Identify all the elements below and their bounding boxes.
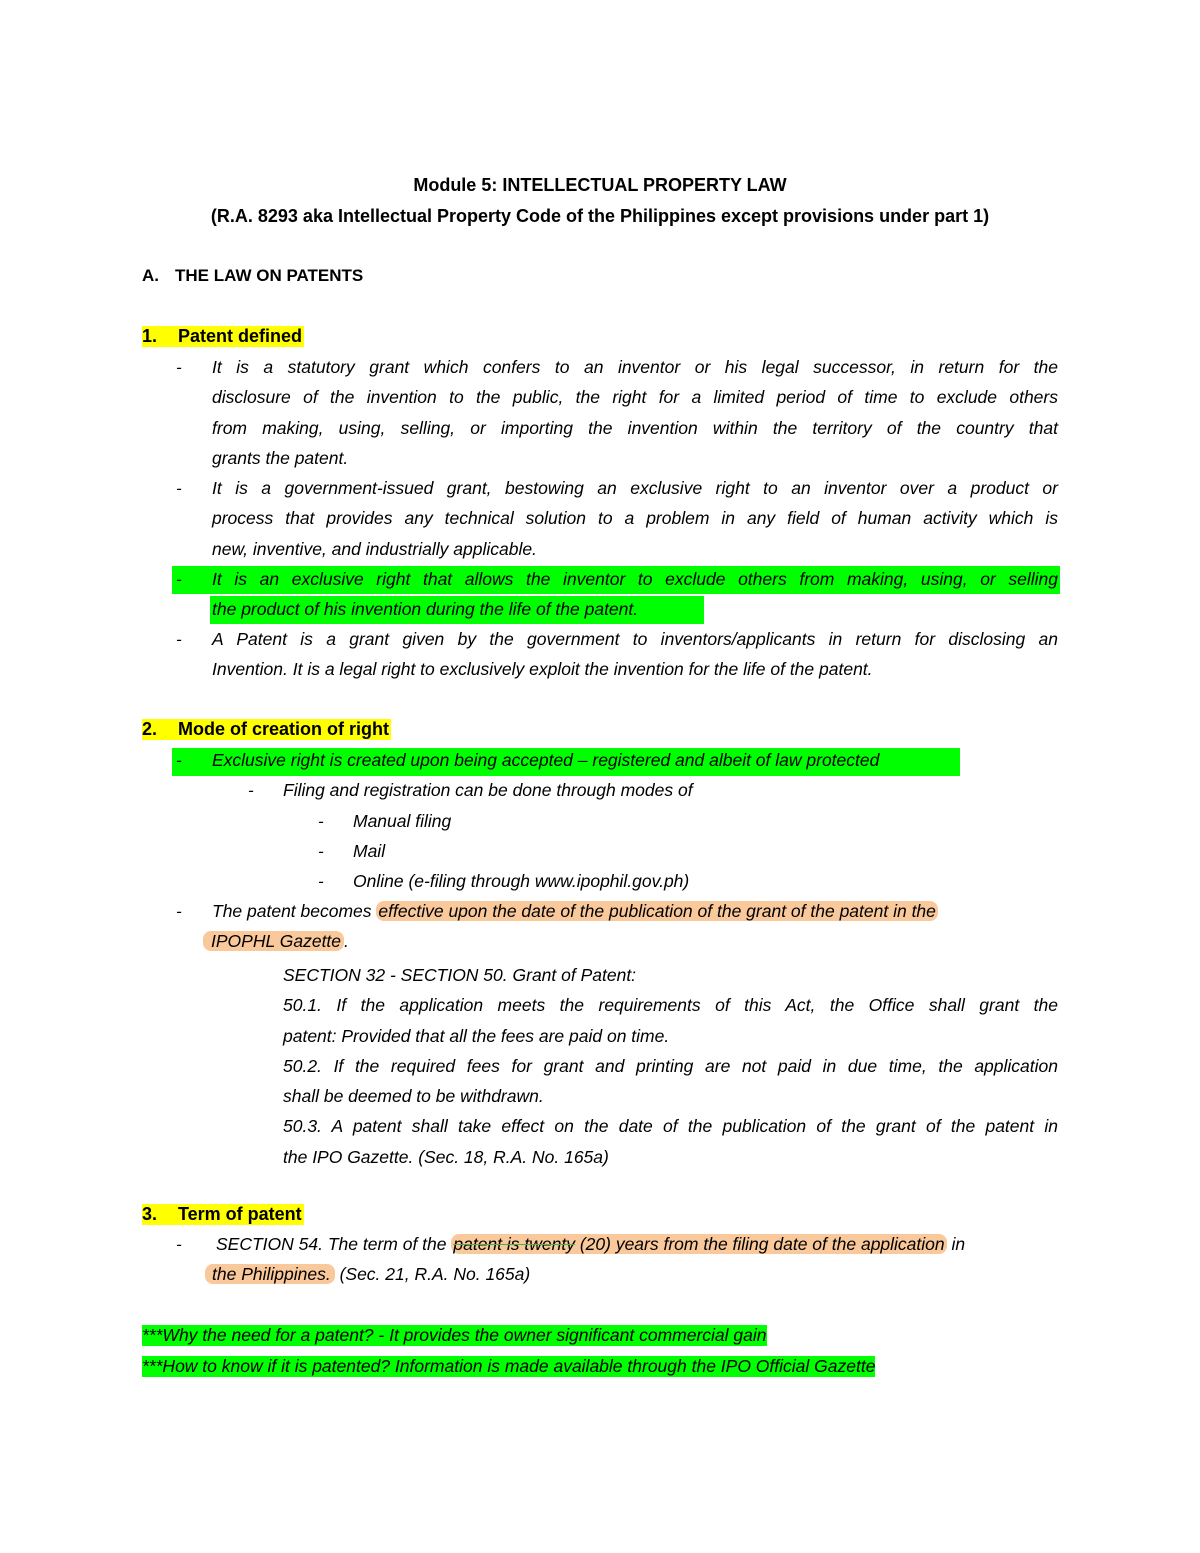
- bullet-dash: -: [176, 479, 182, 498]
- mode-item: Mail: [353, 841, 386, 861]
- paragraph-line: Invention. It is a legal right to exclusively exploit the invention for the life of the patent.: [212, 659, 873, 680]
- bullet-text-highlighted: Exclusive right is created upon being accepted – registered and albeit of law protected: [212, 750, 880, 770]
- bullet-dash: -: [176, 1235, 182, 1254]
- section-quote-line: 50.1. If the application meets the requirements of this Act, the Office shall grant the: [283, 995, 1058, 1016]
- item-heading-patent-defined: [142, 326, 304, 347]
- paragraph-line: the product of his invention during the life of the patent.: [212, 599, 639, 620]
- page-subtitle: (R.A. 8293 aka Intellectual Property Code of the Philippines except provisions under part 1): [210, 206, 990, 226]
- section-quote-line: the IPO Gazette. (Sec. 18, R.A. No. 165a): [283, 1146, 609, 1167]
- sub-bullet-text: Filing and registration can be done through modes of: [283, 780, 693, 800]
- item-heading-mode-of-creation: [142, 719, 391, 740]
- mode-item: Manual filing: [353, 811, 452, 831]
- item-heading-term-of-patent: [142, 1204, 304, 1225]
- bullet-dash: -: [176, 570, 182, 589]
- page-title: Module 5: INTELLECTUAL PROPERTY LAW: [413, 175, 787, 195]
- paragraph-line: process that provides any technical solution to a problem in any field of human activity which is: [212, 508, 1058, 529]
- paragraph-line: disclosure of the invention to the public, the right for a limited period of time to exclude others: [212, 387, 1058, 408]
- section-quote-line: shall be deemed to be withdrawn.: [283, 1086, 544, 1107]
- item-number: 3.: [142, 1204, 158, 1224]
- bullet-text-continued: [203, 931, 349, 952]
- item-number: 1.: [142, 326, 158, 346]
- bullet-dash: -: [176, 902, 182, 921]
- paragraph-line: new, inventive, and industrially applicable.: [212, 538, 537, 559]
- term-text-plain: SECTION 54. The term of the: [216, 1234, 452, 1254]
- highlight-orange: effective upon the date of the publication of the grant of the patent in the: [378, 901, 936, 921]
- section-heading: [142, 266, 363, 286]
- bullet-text: [212, 901, 938, 922]
- section-quote-line: 50.2. If the required fees for grant and printing are not paid in due time, the application: [283, 1055, 1058, 1076]
- mode-dash: -: [318, 872, 324, 891]
- paragraph-line: It is a statutory grant which confers to an inventor or his legal successor, in return for the: [212, 357, 1058, 377]
- struck-text: patent is twenty: [453, 1234, 575, 1254]
- mode-dash: -: [318, 842, 324, 861]
- paragraph-line: A Patent is a grant given by the government to inventors/applicants in return for disclosing an: [212, 629, 1058, 649]
- section-label: A.: [142, 266, 159, 285]
- sub-bullet-dash: -: [248, 781, 254, 800]
- highlight-orange: the Philippines.: [205, 1264, 335, 1284]
- item-heading-text: Term of patent: [178, 1204, 302, 1224]
- bullet-paragraph: [212, 624, 1058, 685]
- paragraph-line: grants the patent.: [212, 447, 349, 468]
- paragraph-line: from making, using, selling, or importing the invention within the territory of the country that: [212, 417, 1058, 438]
- bullet-dash: -: [176, 751, 182, 770]
- bullet-paragraph-highlighted: [212, 564, 1058, 625]
- term-text-plain: (Sec. 21, R.A. No. 165a): [334, 1264, 531, 1284]
- mode-item: Online (e-filing through www.ipophil.gov.ph): [353, 871, 690, 891]
- paragraph-line: It is a government-issued grant, bestowing an exclusive right to an inventor over a product or: [212, 478, 1058, 498]
- item-number: 2.: [142, 719, 158, 739]
- paragraph-line: It is an exclusive right that allows the inventor to exclude others from making, using, or selling: [212, 569, 1058, 589]
- bullet-text-plain: The patent becomes: [212, 901, 377, 921]
- term-line-1: [216, 1234, 965, 1255]
- highlight-orange: [451, 1234, 946, 1254]
- highlighted-text: (20) years from the filing date of the application: [574, 1234, 945, 1254]
- note-why-patent: ***Why the need for a patent? - It provides the owner significant commercial gain: [142, 1325, 767, 1345]
- bullet-paragraph: [212, 352, 1058, 473]
- section-quote-line: patent: Provided that all the fees are paid on time.: [283, 1025, 670, 1046]
- item-heading-text: Mode of creation of right: [178, 719, 389, 739]
- bullet-text-plain: .: [344, 931, 349, 951]
- highlight-orange: IPOPHL Gazette: [203, 931, 344, 951]
- term-text-plain: in: [946, 1234, 966, 1254]
- section-quote: [283, 960, 1058, 1172]
- note-how-to-know: ***How to know if it is patented? Information is made available through the IPO Official Gazette: [142, 1356, 876, 1376]
- bullet-dash: -: [176, 630, 182, 649]
- term-line-2: [205, 1264, 530, 1285]
- section-quote-line: SECTION 32 - SECTION 50. Grant of Patent:: [283, 965, 637, 985]
- bullet-paragraph: [212, 473, 1058, 564]
- mode-dash: -: [318, 812, 324, 831]
- item-heading-text: Patent defined: [178, 326, 303, 346]
- section-quote-line: 50.3. A patent shall take effect on the date of the publication of the grant of the patent in: [283, 1116, 1058, 1137]
- bullet-dash: -: [176, 358, 182, 377]
- section-title: THE LAW ON PATENTS: [175, 266, 364, 285]
